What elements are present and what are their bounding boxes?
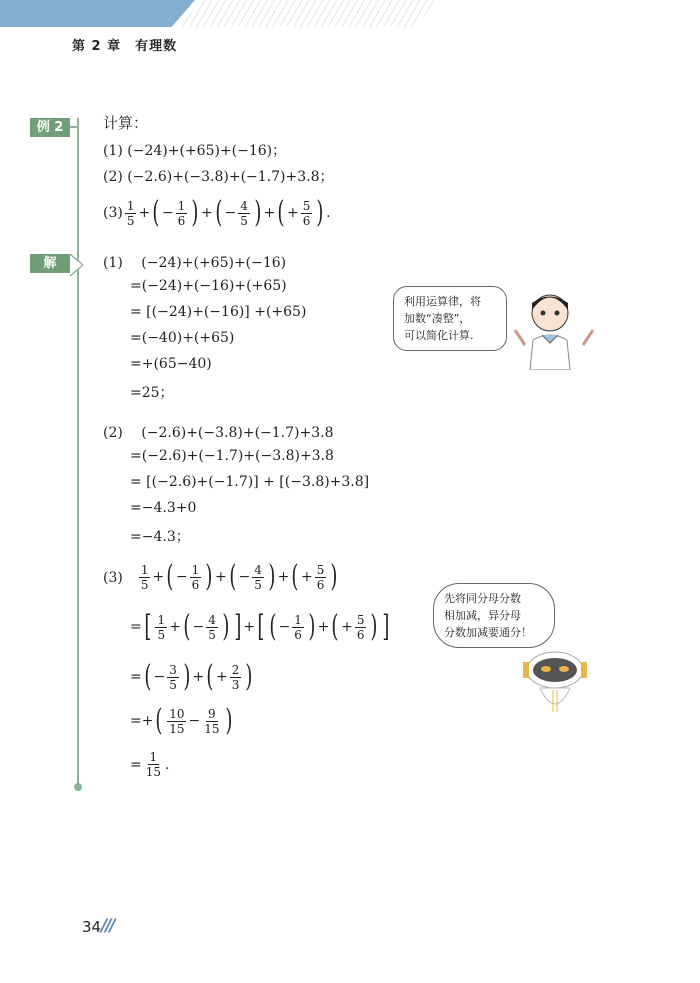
- math-line: [130, 356, 212, 372]
- big-bracket: (: [166, 559, 174, 594]
- denominator: 5: [157, 627, 166, 642]
- numerator: 5: [356, 612, 365, 627]
- math-line: [103, 195, 331, 230]
- big-bracket: [: [257, 609, 265, 644]
- denominator: 15: [169, 721, 185, 736]
- math-line: [130, 448, 334, 464]
- big-bracket: (: [206, 659, 214, 694]
- denominator: 5: [140, 577, 149, 592]
- math-text: +: [341, 619, 353, 635]
- math-text: (2) (−2.6)+(−3.8)+(−1.7)+3.8: [103, 425, 334, 441]
- numerator: 10: [169, 706, 185, 721]
- big-bracket: ): [205, 559, 213, 594]
- math-text: =−4.3+0: [130, 500, 197, 516]
- math-text: (1) (−24)+(+65)+(−16)；: [103, 143, 287, 159]
- math-text: +: [301, 569, 313, 585]
- big-bracket: (: [229, 559, 237, 594]
- numerator: 1: [149, 750, 158, 764]
- bubble-line: 相加减，异分母: [444, 609, 521, 622]
- math-text: −: [153, 669, 166, 685]
- fraction: [315, 563, 327, 592]
- numerator: 5: [316, 562, 325, 577]
- robot-illustration: [515, 640, 595, 720]
- math-text: =+(65−40): [130, 356, 212, 372]
- math-text: =: [130, 669, 142, 685]
- denominator: 6: [191, 577, 200, 592]
- header-band: [0, 0, 195, 27]
- big-bracket: ): [191, 195, 199, 230]
- math-text: =−4.3；: [130, 529, 190, 545]
- fraction: [202, 707, 221, 736]
- numerator: 2: [231, 662, 240, 677]
- math-text: =: [130, 619, 142, 635]
- denominator: 6: [302, 213, 311, 228]
- math-line: [130, 750, 169, 779]
- fraction: [230, 663, 242, 692]
- math-line: [130, 304, 306, 320]
- math-text: (1) (−24)+(+65)+(−16): [103, 255, 287, 271]
- denominator: 5: [254, 577, 262, 592]
- math-line: [130, 278, 287, 294]
- math-text: .: [326, 205, 331, 221]
- big-bracket: (: [183, 609, 191, 644]
- page-mark: ///: [101, 916, 114, 936]
- bubble-line: 分数加减要通分！: [444, 626, 532, 639]
- big-bracket: (: [155, 703, 163, 738]
- math-text: =25；: [130, 385, 174, 401]
- math-text: =+: [130, 713, 154, 729]
- math-text: −: [278, 619, 291, 635]
- fraction: [190, 563, 202, 592]
- numerator: 4: [240, 198, 248, 213]
- big-bracket: (: [215, 195, 223, 230]
- fraction: [144, 750, 163, 779]
- math-text: =: [130, 756, 142, 773]
- big-bracket: (: [152, 195, 160, 230]
- fraction: [292, 613, 304, 642]
- math-text: +: [216, 669, 228, 685]
- big-bracket: ): [222, 609, 230, 644]
- fraction: [155, 613, 167, 642]
- math-text: +: [169, 619, 181, 635]
- math-text: +: [138, 205, 151, 221]
- math-text: +: [215, 569, 227, 585]
- numerator: 1: [126, 198, 135, 213]
- math-text: +: [201, 205, 213, 221]
- denominator: 5: [169, 677, 177, 692]
- big-bracket: [: [144, 609, 152, 644]
- big-bracket: ): [245, 659, 253, 694]
- math-text: = [(−2.6)+(−1.7)] + [(−3.8)+3.8]: [130, 474, 370, 490]
- math-text: +: [287, 205, 299, 221]
- fraction: [301, 199, 313, 228]
- fraction: [167, 707, 186, 736]
- math-line: [130, 659, 255, 694]
- math-text: +: [152, 569, 165, 585]
- denominator: 6: [294, 627, 302, 642]
- big-bracket: (: [277, 195, 285, 230]
- denominator: 6: [356, 627, 365, 642]
- solution-pointer-inner: [70, 255, 82, 275]
- solution-tag: 解: [30, 254, 70, 273]
- math-text: =(−2.6)+(−1.7)+(−3.8)+3.8: [130, 448, 334, 464]
- big-bracket: ): [268, 559, 276, 594]
- big-bracket: ): [370, 609, 378, 644]
- denominator: 15: [204, 721, 220, 736]
- fraction: [355, 613, 367, 642]
- fraction: [167, 663, 179, 692]
- big-bracket: ): [254, 195, 262, 230]
- math-line: [103, 166, 334, 186]
- denominator: 5: [240, 213, 248, 228]
- big-bracket: ): [330, 559, 338, 594]
- big-bracket: ): [183, 659, 191, 694]
- denominator: 15: [145, 765, 162, 779]
- bubble-line: 加数“凑整”，: [404, 312, 471, 325]
- denominator: 3: [231, 677, 240, 692]
- numerator: 1: [177, 198, 186, 213]
- math-text: −: [224, 205, 237, 221]
- math-text: .: [165, 756, 170, 773]
- fraction: [139, 563, 151, 592]
- tag-tick: [70, 126, 78, 128]
- margin-line: [77, 118, 79, 786]
- page-number: 34: [82, 918, 102, 936]
- math-line: [130, 382, 174, 402]
- math-line: [103, 140, 286, 160]
- fraction: [125, 199, 137, 228]
- margin-dot: [74, 783, 82, 791]
- numerator: 4: [208, 612, 216, 627]
- girl-illustration: [505, 285, 605, 370]
- math-line: [130, 500, 196, 516]
- fraction: [176, 199, 188, 228]
- header-hatch: [178, 0, 438, 27]
- example-tag: 例 2: [30, 118, 70, 137]
- fraction: [252, 563, 264, 592]
- math-line: [130, 474, 369, 490]
- girl-speech-bubble: [393, 286, 507, 351]
- big-bracket: (: [269, 609, 277, 644]
- math-text: +: [277, 569, 290, 585]
- math-text: = [(−24)+(−16)] +(+65): [130, 304, 307, 320]
- math-text: =(−40)+(+65): [130, 330, 235, 346]
- math-text: +: [243, 619, 256, 635]
- example-intro: 计算：: [103, 114, 149, 132]
- fraction: [206, 613, 218, 642]
- denominator: 6: [316, 577, 325, 592]
- denominator: 5: [208, 627, 216, 642]
- big-bracket: ]: [233, 609, 242, 644]
- math-line: [103, 252, 286, 272]
- denominator: 6: [177, 213, 186, 228]
- math-text: (3): [103, 570, 137, 586]
- big-bracket: (: [291, 559, 299, 594]
- math-text: +: [317, 619, 330, 635]
- numerator: 5: [302, 198, 311, 213]
- math-line: [130, 703, 235, 738]
- math-text: −: [188, 713, 201, 729]
- numerator: 1: [140, 562, 149, 577]
- math-line: [103, 559, 340, 594]
- math-text: −: [238, 569, 251, 585]
- numerator: 1: [157, 612, 166, 627]
- math-text: =(−24)+(−16)+(+65): [130, 278, 287, 294]
- bubble-line: 先将同分母分数: [444, 592, 521, 605]
- big-bracket: (: [331, 609, 339, 644]
- math-text: −: [192, 619, 205, 635]
- robot-speech-bubble: [433, 583, 555, 648]
- chapter-title: 第 2 章 有理数: [72, 39, 178, 54]
- math-text: −: [175, 569, 188, 585]
- math-line: [130, 526, 190, 546]
- big-bracket: (: [144, 659, 152, 694]
- bubble-line: 可以简化计算.: [404, 329, 474, 342]
- math-line: [130, 609, 392, 644]
- numerator: 4: [254, 562, 262, 577]
- numerator: 1: [191, 562, 200, 577]
- denominator: 5: [126, 213, 135, 228]
- math-line: [103, 422, 334, 442]
- big-bracket: ]: [382, 609, 390, 644]
- math-text: +: [263, 205, 276, 221]
- math-text: (3): [103, 205, 123, 221]
- math-text: −: [161, 205, 174, 221]
- big-bracket: ): [308, 609, 316, 644]
- big-bracket: ): [316, 195, 324, 230]
- numerator: 3: [169, 662, 177, 677]
- math-line: [130, 330, 234, 346]
- numerator: 9: [208, 706, 216, 721]
- math-text: +: [192, 669, 205, 685]
- bubble-line: 利用运算律，将: [404, 295, 481, 308]
- numerator: 1: [294, 612, 302, 627]
- math-text: (2) (−2.6)+(−3.8)+(−1.7)+3.8；: [103, 169, 334, 185]
- fraction: [238, 199, 250, 228]
- big-bracket: ): [225, 703, 233, 738]
